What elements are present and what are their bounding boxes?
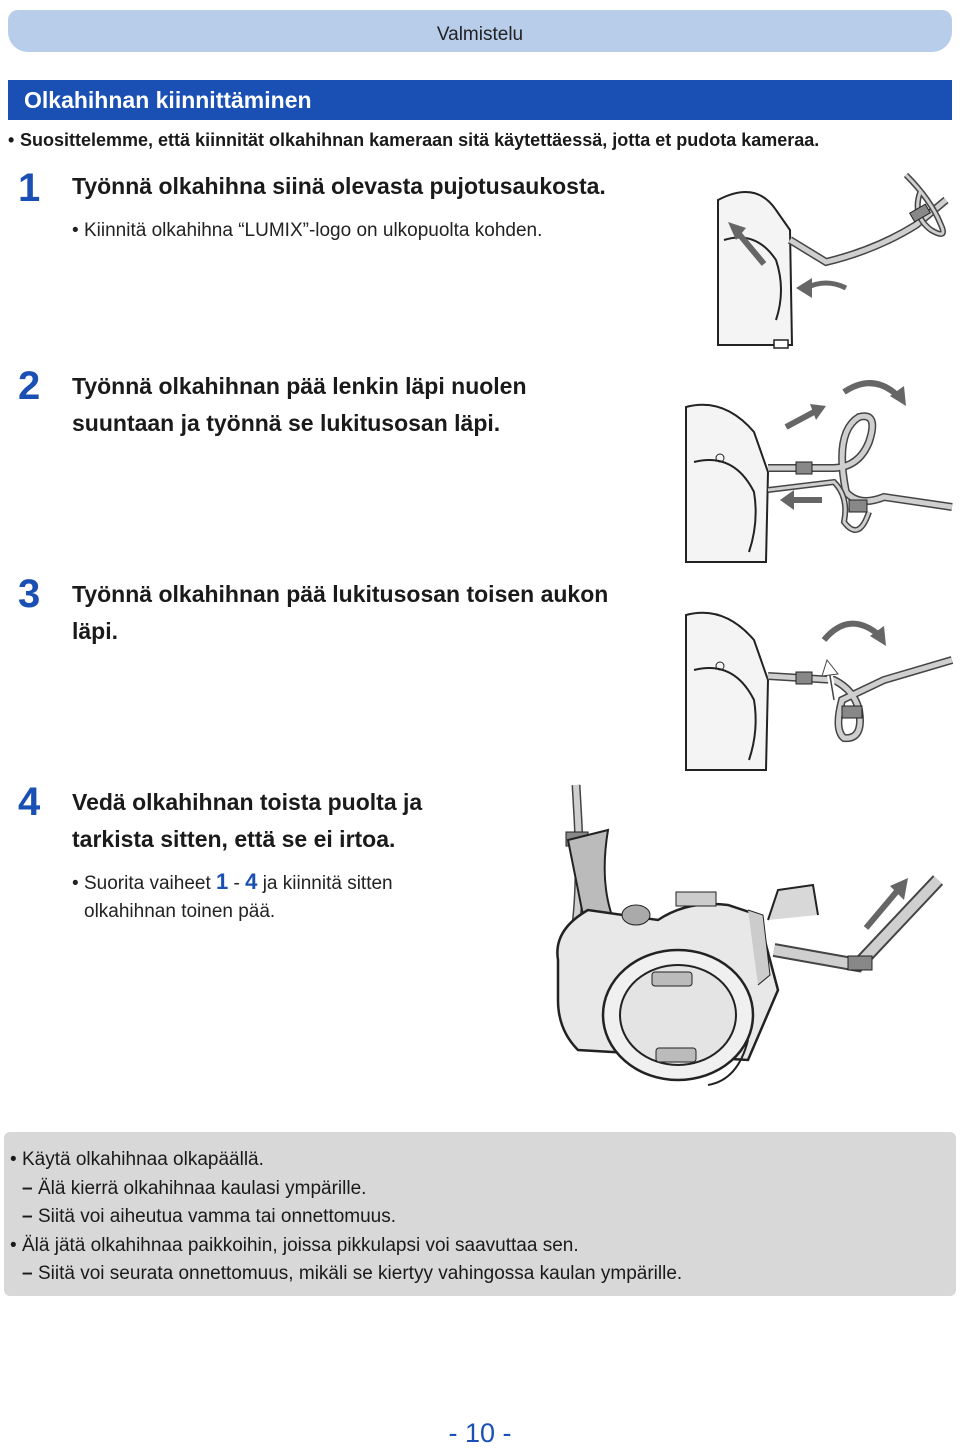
bullet-glyph: • — [8, 130, 15, 150]
warning-item — [10, 1146, 956, 1175]
warning-text: Älä kierrä olkahihnaa kaulasi ympärille. — [38, 1177, 367, 1199]
note-text: Suorita vaiheet — [84, 873, 217, 894]
warning-item — [10, 1232, 956, 1261]
step-line: Vedä olkahihnan toista puolta ja — [72, 789, 423, 815]
step-instruction — [72, 168, 606, 205]
dash-glyph: – — [22, 1206, 33, 1227]
step-line: Työnnä olkahihnan pää lukitusosan toisen aukon — [72, 581, 609, 607]
bullet-glyph: • — [72, 220, 79, 241]
page-title: Olkahihnan kiinnittäminen — [8, 80, 952, 120]
step-instruction — [72, 576, 608, 650]
step-line: tarkista sitten, että se ei irtoa. — [72, 826, 396, 852]
intro-text-content: Suosittelemme, että kiinnität olkahihnan kameraan sitä käytettäessä, jotta et pudota kameraa. — [20, 130, 820, 150]
step-line: Työnnä olkahihnan pää lenkin läpi nuolen — [72, 373, 527, 399]
warning-text: Siitä voi aiheutua vamma tai onnettomuus. — [38, 1206, 397, 1227]
warning-subitem — [10, 1203, 956, 1232]
step-number: 1 — [18, 166, 41, 210]
step-instruction — [72, 368, 527, 442]
warning-text: Älä jätä olkahihnaa paikkoihin, joissa pikkulapsi voi saavuttaa sen. — [22, 1234, 579, 1256]
step-number: 2 — [18, 364, 41, 408]
note-text: - — [228, 873, 246, 894]
step-note — [72, 217, 542, 245]
bullet-glyph: • — [72, 873, 79, 894]
warning-text: Siitä voi seurata onnettomuus, mikäli se kiertyy vahingossa kaulan ympärille. — [38, 1263, 683, 1284]
dash-glyph: – — [22, 1263, 33, 1284]
step-note — [72, 868, 393, 926]
strap-illustration-step1 — [716, 170, 956, 350]
page-number: - 10 - — [448, 1418, 512, 1448]
step-number: 3 — [18, 572, 41, 616]
step-line: Työnnä olkahihna siinä olevasta pujotusaukosta. — [72, 173, 606, 199]
warning-subitem — [10, 1175, 956, 1204]
warning-subitem — [10, 1260, 956, 1289]
step-note-text: Kiinnitä olkahihna “LUMIX”-logo on ulkopuolta kohden. — [84, 220, 543, 241]
step-ref: 1 — [216, 869, 229, 894]
step-number: 4 — [18, 780, 41, 824]
section-label: Valmistelu — [436, 24, 524, 45]
warning-box — [4, 1132, 956, 1296]
dash-glyph: – — [22, 1177, 33, 1199]
warning-text: Käytä olkahihnaa olkapäällä. — [22, 1149, 264, 1170]
camera-with-strap-illustration — [548, 780, 948, 1100]
note-text: ja kiinnitä sitten — [257, 873, 393, 894]
step-line: läpi. — [72, 618, 119, 644]
bullet-glyph: • — [10, 1149, 17, 1170]
strap-illustration-step3 — [684, 580, 956, 775]
strap-illustration-step2 — [684, 372, 956, 567]
intro-text — [8, 128, 952, 152]
step-instruction — [72, 784, 422, 858]
note-line: olkahihnan toinen pää. — [84, 901, 276, 922]
bullet-glyph: • — [10, 1234, 17, 1256]
step-line: suuntaan ja työnnä se lukitusosan läpi. — [72, 410, 501, 436]
step-ref: 4 — [245, 869, 258, 894]
